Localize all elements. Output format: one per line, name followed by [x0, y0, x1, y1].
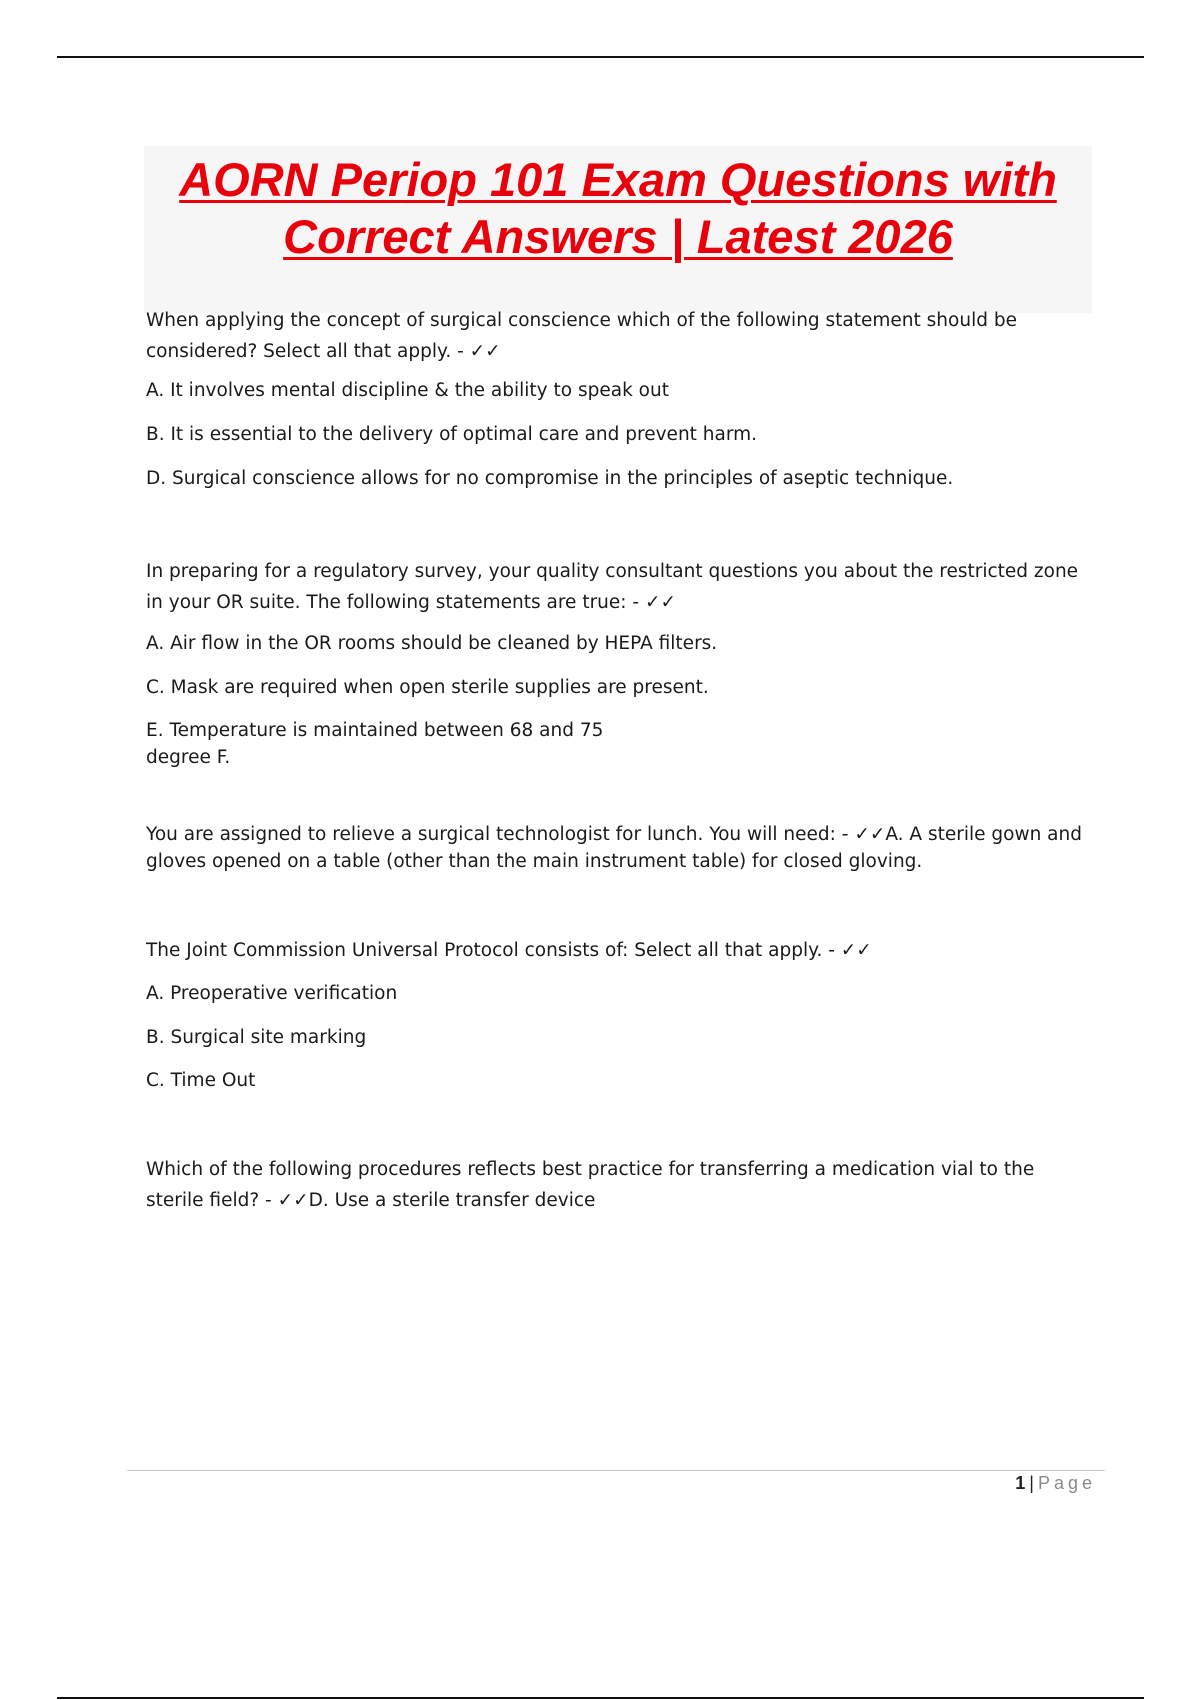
answer-line-1: E. Temperature is maintained between 68 and 75: [146, 720, 604, 741]
question-text: When applying the concept of surgical conscience which of the following statement should be considered? Select all that apply. - ✓✓: [146, 310, 1017, 362]
question-block-3: [146, 821, 1086, 875]
answer-option: A. It involves mental discipline & the ability to speak out: [146, 380, 669, 401]
answer-option: B. Surgical site marking: [146, 1027, 367, 1048]
answer-line-2: degree F.: [146, 747, 231, 768]
question-text: The Joint Commission Universal Protocol consists of: Select all that apply. - ✓✓: [146, 940, 872, 961]
title-line-2: Correct Answers | Latest 2026: [283, 210, 953, 263]
page-number: 1: [1015, 1473, 1026, 1493]
footer-rule: [127, 1470, 1105, 1471]
question-block-2: [146, 556, 1086, 771]
page-footer: [1015, 1473, 1096, 1494]
question-text: You are assigned to relieve a surgical technologist for lunch. You will need: - ✓✓A. A sterile gown and gloves opened on a table (other than the main instrument table) for closed gloving.: [146, 824, 1082, 872]
question-block-1: [146, 305, 1086, 494]
bottom-rule: [57, 1697, 1144, 1699]
answer-option: A. Air flow in the OR rooms should be cleaned by HEPA filters.: [146, 633, 718, 654]
answer-option: C. Time Out: [146, 1070, 256, 1091]
title-banner: [144, 146, 1092, 313]
header-rule: [57, 56, 1144, 58]
question-text: Which of the following procedures reflects best practice for transferring a medication vial to the sterile field? - ✓✓D. Use a sterile transfer device: [146, 1159, 1035, 1211]
answer-option: B. It is essential to the delivery of optimal care and prevent harm.: [146, 424, 758, 445]
answer-option: D. Surgical conscience allows for no compromise in the principles of aseptic technique.: [146, 468, 954, 489]
page-label: Page: [1037, 1473, 1096, 1493]
answer-option: [146, 717, 1086, 771]
question-block-4: [146, 935, 1086, 1096]
question-list: [146, 305, 1086, 1272]
answer-option: A. Preoperative verification: [146, 983, 398, 1004]
question-text: In preparing for a regulatory survey, your quality consultant questions you about the restricted zone in your OR suite. The following statements are true: - ✓✓: [146, 561, 1079, 613]
title-line-1: AORN Periop 101 Exam Questions with: [179, 153, 1057, 206]
answer-option: C. Mask are required when open sterile supplies are present.: [146, 677, 709, 698]
footer-separator: |: [1029, 1473, 1034, 1493]
document-title: [144, 146, 1092, 265]
question-block-5: [146, 1154, 1086, 1216]
